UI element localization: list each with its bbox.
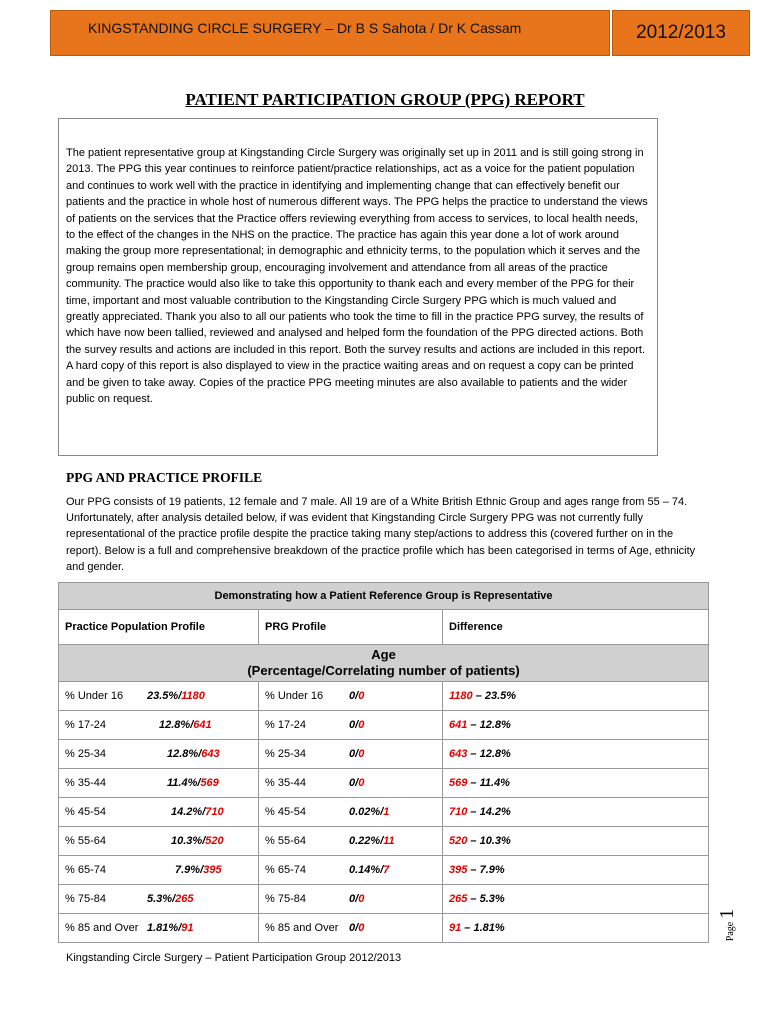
practice-percent: 1.81%/ [147, 922, 182, 934]
age-row [59, 711, 709, 740]
col-header-practice: Practice Population Profile [59, 610, 259, 645]
difference-percent: – 12.8% [467, 748, 511, 760]
practice-count: 641 [193, 719, 212, 731]
difference-percent: – 14.2% [467, 806, 511, 818]
age-category: % 35-44 [65, 777, 106, 789]
practice-value [147, 922, 194, 934]
prg-value [349, 748, 364, 760]
prg-percent: 0.22%/ [349, 835, 384, 847]
prg-cell [259, 885, 443, 914]
intro-paragraph: The patient representative group at Kingstanding Circle Surgery was originally set up in 2011 and is still going strong in 2013. The PPG this year continues to reinforce patient/practice relationships, act as a voice for the patient population and continues to work well with the practice in identifying and implementing change that can effectively benefit our patients and the practice in whole host of numerous different ways. The PPG helps the practice to understand the views of patients on the services that the Practice offers reviewing everything from access to services, to local health needs, to the effect of the changes in the NHS on the practice. The practice has again this year done a lot of work around making the group more representational; in demographic and ethnicity terms, to the population which it serves and the group remains open membership group, encouraging involvement and attendance from all areas of the practice community. The practice would also like to take this opportunity to thank each and every member of the PPG for their time, important and most valuable contribution to the Kingstanding Circle Surgery PPG which is much valued and greatly appreciated. Thank you also to all our patients who took the time to fill in the practice PPG survey, the results of which have now been tallied, reviewed and analysed and helped form the foundation of the PPG directed actions. Both the survey results and actions are included in this report. Both the survey results and actions are included in this report. A hard copy of this report is also displayed to view in the practice waiting areas and on request a copy can be printed and be given to take away. Copies of the practice PPG meeting minutes are also available to patients and the wider public on request. [66, 147, 648, 406]
prg-cell [259, 827, 443, 856]
practice-count: 1180 [181, 690, 205, 702]
difference-percent: – 7.9% [467, 864, 505, 876]
prg-value [349, 777, 364, 789]
col-header-prg: PRG Profile [259, 610, 443, 645]
age-row [59, 827, 709, 856]
difference-count: 710 [449, 806, 468, 818]
practice-value [171, 835, 224, 847]
difference-count: 1180 [449, 690, 473, 702]
difference-count: 395 [449, 864, 468, 876]
prg-value [349, 690, 364, 702]
age-row [59, 740, 709, 769]
practice-percent: 10.3%/ [171, 835, 206, 847]
practice-percent: 23.5%/ [147, 690, 182, 702]
prg-cell [259, 682, 443, 711]
practice-count: 710 [205, 806, 224, 818]
difference-cell [443, 827, 709, 856]
practice-value [147, 893, 194, 905]
table-caption: Demonstrating how a Patient Reference Group is Representative [59, 583, 709, 610]
practice-percent: 14.2%/ [171, 806, 206, 818]
practice-count: 569 [200, 777, 219, 789]
prg-age-category: % 25-34 [265, 748, 306, 760]
prg-count: 0 [358, 777, 365, 789]
prg-count: 0 [358, 893, 365, 905]
page-label: Page [725, 921, 736, 942]
prg-age-category: % 65-74 [265, 864, 306, 876]
practice-percent: 7.9%/ [175, 864, 204, 876]
difference-cell [443, 711, 709, 740]
age-category: % 65-74 [65, 864, 106, 876]
header-title: KINGSTANDING CIRCLE SURGERY – Dr B S Sahota / Dr K Cassam [88, 20, 522, 36]
age-category: % Under 16 [65, 690, 124, 702]
practice-count: 643 [201, 748, 220, 760]
prg-value [349, 719, 364, 731]
prg-age-category: % 17-24 [265, 719, 306, 731]
difference-count: 643 [449, 748, 468, 760]
prg-percent: 0/ [349, 893, 359, 905]
prg-age-category: % 35-44 [265, 777, 306, 789]
age-row [59, 856, 709, 885]
difference-percent: – 1.81% [461, 922, 505, 934]
difference-count: 520 [449, 835, 468, 847]
practice-value [159, 719, 212, 731]
difference-count: 569 [449, 777, 468, 789]
prg-value [349, 893, 364, 905]
difference-count: 265 [449, 893, 468, 905]
page-number [716, 895, 756, 955]
age-title: Age [371, 647, 396, 662]
prg-count: 7 [383, 864, 390, 876]
difference-cell [443, 856, 709, 885]
difference-cell [443, 798, 709, 827]
age-category: % 85 and Over [65, 922, 139, 934]
difference-count: 91 [449, 922, 462, 934]
age-row [59, 682, 709, 711]
age-category: % 55-64 [65, 835, 106, 847]
difference-percent: – 5.3% [467, 893, 505, 905]
prg-percent: 0/ [349, 748, 359, 760]
practice-value [175, 864, 222, 876]
age-section-header [59, 645, 709, 682]
practice-value [167, 777, 219, 789]
practice-value [147, 690, 205, 702]
age-category: % 17-24 [65, 719, 106, 731]
prg-age-category: % Under 16 [265, 690, 324, 702]
prg-cell [259, 914, 443, 943]
practice-percent: 11.4%/ [167, 777, 201, 789]
prg-count: 0 [358, 922, 365, 934]
prg-value [349, 922, 364, 934]
practice-cell [59, 740, 259, 769]
prg-cell [259, 769, 443, 798]
prg-cell [259, 856, 443, 885]
practice-count: 91 [181, 922, 194, 934]
age-row [59, 885, 709, 914]
prg-percent: 0.14%/ [349, 864, 384, 876]
practice-percent: 12.8%/ [167, 748, 202, 760]
representation-table-wrap [58, 582, 708, 943]
header-year: 2012/2013 [612, 10, 750, 56]
age-row [59, 769, 709, 798]
practice-count: 395 [203, 864, 222, 876]
prg-percent: 0/ [349, 690, 359, 702]
prg-cell [259, 711, 443, 740]
age-row [59, 798, 709, 827]
difference-percent: – 12.8% [467, 719, 511, 731]
age-subtitle: (Percentage/Correlating number of patients) [247, 663, 520, 678]
prg-age-category: % 85 and Over [265, 922, 339, 934]
difference-cell [443, 682, 709, 711]
prg-percent: 0/ [349, 777, 359, 789]
age-row [59, 914, 709, 943]
age-category: % 25-34 [65, 748, 106, 760]
prg-percent: 0/ [349, 922, 359, 934]
prg-value [349, 864, 389, 876]
profile-paragraph: Our PPG consists of 19 patients, 12 female and 7 male. All 19 are of a White British Ethnic Group and ages range from 55 – 74. Unfortunately, after analysis detailed below, if was evident that Kingstanding Circle Surgery PPG was not currently fully representational of the practice profile despite the practice taking many step/actions to address this (covered further on in the report). Below is a full and comprehensive breakdown of the practice profile which has been categorised in terms of Age, ethnicity and gender. [66, 496, 696, 573]
prg-age-category: % 75-84 [265, 893, 306, 905]
age-category: % 75-84 [65, 893, 106, 905]
page-footer: Kingstanding Circle Surgery – Patient Participation Group 2012/2013 [66, 952, 402, 964]
prg-count: 11 [383, 835, 395, 847]
practice-percent: 5.3%/ [147, 893, 176, 905]
practice-percent: 12.8%/ [159, 719, 194, 731]
difference-percent: – 11.4% [467, 777, 510, 789]
practice-cell [59, 914, 259, 943]
page-number-value: 1 [716, 908, 738, 919]
practice-value [171, 806, 224, 818]
profile-heading: PPG AND PRACTICE PROFILE [66, 470, 263, 485]
practice-cell [59, 827, 259, 856]
practice-count: 265 [175, 893, 194, 905]
practice-cell [59, 856, 259, 885]
representation-table [58, 582, 709, 943]
practice-cell [59, 711, 259, 740]
prg-value [349, 806, 389, 818]
prg-value [349, 835, 395, 847]
difference-cell [443, 914, 709, 943]
prg-age-category: % 45-54 [265, 806, 306, 818]
page-title: PATIENT PARTICIPATION GROUP (PPG) REPORT [185, 90, 585, 109]
practice-cell [59, 769, 259, 798]
prg-count: 0 [358, 719, 365, 731]
prg-cell [259, 798, 443, 827]
prg-age-category: % 55-64 [265, 835, 306, 847]
practice-cell [59, 885, 259, 914]
difference-cell [443, 885, 709, 914]
difference-count: 641 [449, 719, 468, 731]
difference-percent: – 10.3% [467, 835, 511, 847]
prg-count: 1 [383, 806, 390, 818]
difference-percent: – 23.5% [472, 690, 517, 702]
practice-count: 520 [205, 835, 224, 847]
prg-count: 0 [358, 690, 365, 702]
difference-cell [443, 740, 709, 769]
prg-cell [259, 740, 443, 769]
difference-cell [443, 769, 709, 798]
prg-percent: 0/ [349, 719, 359, 731]
practice-cell [59, 798, 259, 827]
prg-count: 0 [358, 748, 365, 760]
age-category: % 45-54 [65, 806, 106, 818]
prg-percent: 0.02%/ [349, 806, 384, 818]
col-header-difference: Difference [443, 610, 709, 645]
practice-cell [59, 682, 259, 711]
practice-value [167, 748, 220, 760]
